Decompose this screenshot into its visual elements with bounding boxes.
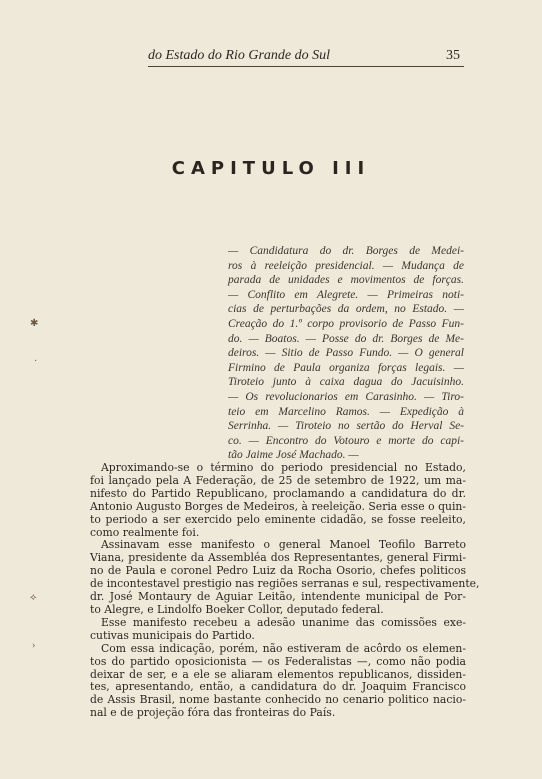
paragraph — [90, 538, 480, 616]
body-line: Esse manifesto recebeu a adesão unanime das comissões exe- — [101, 615, 466, 629]
body-text — [90, 461, 480, 720]
summary-line: Creação do 1.º corpo provisorio de Passo Fun- — [228, 317, 464, 330]
page-number: 35 — [446, 48, 460, 63]
summary-line: Firmino de Paula organiza forças legais. — — [228, 361, 464, 374]
body-line: dr. José Montaury de Aguiar Leitão, intendente municipal de Por- — [90, 590, 466, 604]
summary-line: ros à reeleição presidencial. — Mudança de — [228, 259, 464, 272]
chapter-summary — [228, 244, 464, 463]
body-line: nifesto do Partido Republicano, proclamando a candidatura do dr. — [90, 486, 466, 500]
summary-line: cias de perturbações da ordem, no Estado. — — [228, 303, 464, 316]
body-line: de Assis Brasil, nome bastante conhecido no cenario politico nacio- — [90, 693, 466, 707]
body-line: Viana, presidente da Assembléa dos Representantes, general Firmi- — [90, 551, 466, 565]
running-header — [148, 48, 464, 67]
body-line: como realmente foi. — [90, 525, 200, 539]
body-line: deixar de ser, e a ele se aliaram elementos republicanos, dissiden- — [90, 667, 466, 681]
summary-line: — Candidatura do dr. Borges de Medei- — [228, 245, 464, 257]
summary-line: do. — Boatos. — Posse do dr. Borges de Me- — [228, 332, 464, 345]
summary-line: parada de unidades e movimentos de forças. — [228, 274, 464, 287]
body-line: nal e de projeção fóra das fronteiras do País. — [90, 706, 336, 720]
margin-speck: › — [32, 640, 36, 651]
body-line: Antonio Augusto Borges de Medeiros, à reeleição. Seria esse o quin- — [90, 499, 466, 513]
body-line: to Alegre, e Lindolfo Boeker Collor, deputado federal. — [90, 602, 384, 616]
body-line: foi lançado pela A Federação, de 25 de setembro de 1922, um ma- — [90, 473, 466, 487]
body-line: Com essa indicação, porém, não estiveram de acôrdo os elemen- — [101, 641, 466, 655]
summary-line: Tiroteio junto à caixa dagua do Jacuisinho. — [228, 376, 464, 389]
body-line: Aproximando-se o término do periodo presidencial no Estado, — [101, 461, 466, 474]
summary-line: co. — Encontro do Votouro e morte do capi- — [228, 434, 464, 447]
summary-line: Serrinha. — Tiroteio no sertão do Herval Se- — [228, 420, 464, 433]
body-line: no de Paula e coronel Pedro Luiz da Rocha Osorio, chefes politicos — [90, 564, 466, 578]
margin-speck: · — [34, 356, 38, 367]
summary-line: — Conflito em Alegrete. — Primeiras noti- — [228, 288, 464, 301]
summary-line: — Os revolucionarios em Carasinho. — Tiro- — [228, 390, 464, 403]
paragraph — [90, 643, 466, 720]
body-line: de incontestavel prestigio nas regiões serranas e sul, respectivamente, — [90, 577, 480, 591]
body-line: tos do partido oposicionista — os Federalistas —, como não podia — [90, 654, 466, 668]
body-line: cutivas municipais do Partido. — [90, 628, 255, 642]
body-line: tes, apresentando, então, a candidatura do dr. Joaquim Francisco — [90, 680, 466, 694]
body-line: to periodo a ser exercido pelo eminente cidadão, se fosse reeleito, — [90, 512, 466, 526]
summary-line: tão Jaime José Machado. — — [228, 449, 359, 462]
paragraph — [90, 462, 466, 539]
body-line: Assinavam esse manifesto o general Manoel Teofilo Barreto — [101, 538, 466, 552]
paragraph — [90, 617, 466, 643]
margin-speck: ⟡ — [30, 592, 37, 603]
chapter-heading: CAPITULO III — [171, 158, 371, 179]
margin-speck: ✱ — [30, 318, 39, 329]
summary-line: teio em Marcelino Ramos. — Expedição à — [228, 405, 464, 418]
running-title: do Estado do Rio Grande do Sul — [148, 48, 330, 63]
summary-line: deiros. — Sitio de Passo Fundo. — O general — [228, 347, 464, 360]
